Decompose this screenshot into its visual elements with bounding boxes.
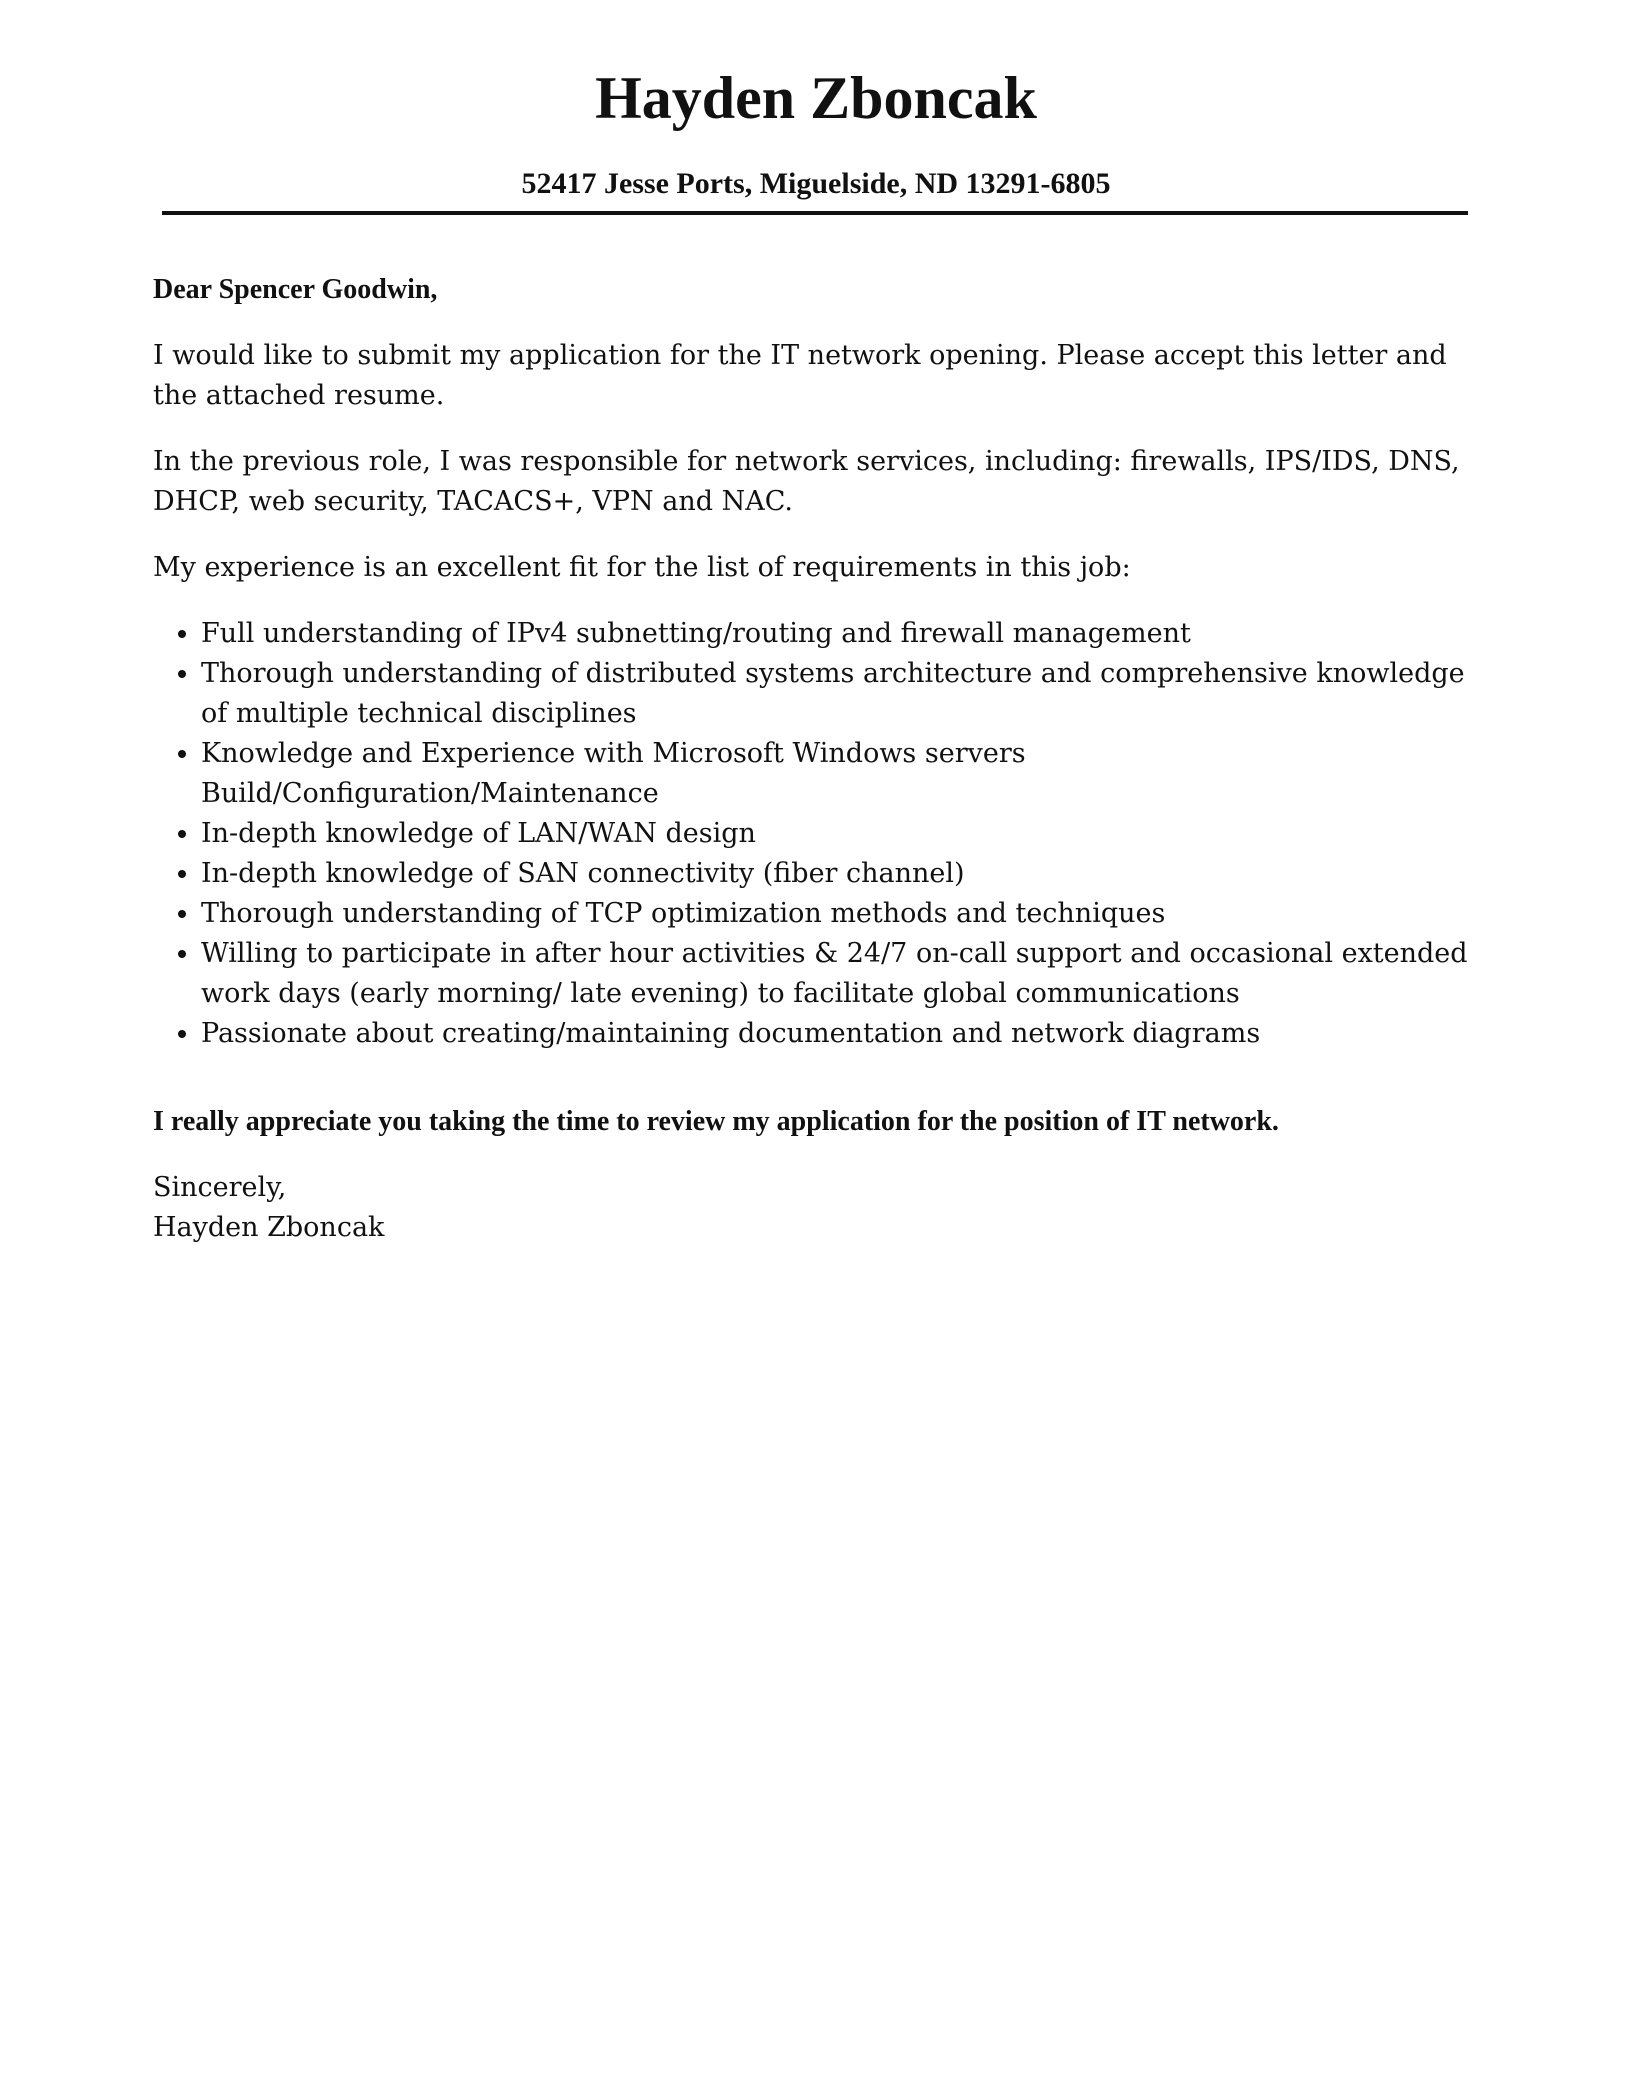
paragraph-experience: My experience is an excellent fit for the list of requirements in this job: — [153, 552, 1131, 583]
signoff: Sincerely, — [153, 1172, 287, 1203]
salutation: Dear Spencer Goodwin, — [153, 274, 438, 305]
letter-body — [153, 270, 1483, 1248]
list-item: • Passionate about creating/maintaining documentation and network diagrams — [201, 1014, 1483, 1054]
applicant-name: Hayden Zboncak — [595, 65, 1037, 131]
list-item: • In-depth knowledge of SAN connectivity (fiber channel) — [201, 854, 1483, 894]
list-item: • Knowledge and Experience with Microsoft Windows servers Build/Configuration/Maintenance — [201, 734, 1483, 814]
requirements-list — [153, 614, 1483, 1054]
paragraph-previous-role: In the previous role, I was responsible for network services, including: firewalls, IPS/IDS, DNS, DHCP, web security, TACACS+, VPN and NAC. — [153, 446, 1460, 517]
signature: Hayden Zboncak — [153, 1212, 385, 1243]
list-item: • Full understanding of IPv4 subnetting/routing and firewall management — [201, 614, 1483, 654]
header-divider — [162, 211, 1468, 215]
closing-statement: I really appreciate you taking the time to review my application for the position of IT network. — [153, 1106, 1279, 1137]
list-item: • Willing to participate in after hour activities & 24/7 on-call support and occasional extended work days (early morning/ late evening) to facilitate global communications — [201, 934, 1483, 1014]
list-item: • Thorough understanding of TCP optimization methods and techniques — [201, 894, 1483, 934]
paragraph-intro: I would like to submit my application for the IT network opening. Please accept this letter and the attached resume. — [153, 340, 1447, 411]
list-item: • Thorough understanding of distributed systems architecture and comprehensive knowledge of multiple technical disciplines — [201, 654, 1483, 734]
applicant-address: 52417 Jesse Ports, Miguelside, ND 13291-6805 — [521, 167, 1111, 200]
list-item: • In-depth knowledge of LAN/WAN design — [201, 814, 1483, 854]
